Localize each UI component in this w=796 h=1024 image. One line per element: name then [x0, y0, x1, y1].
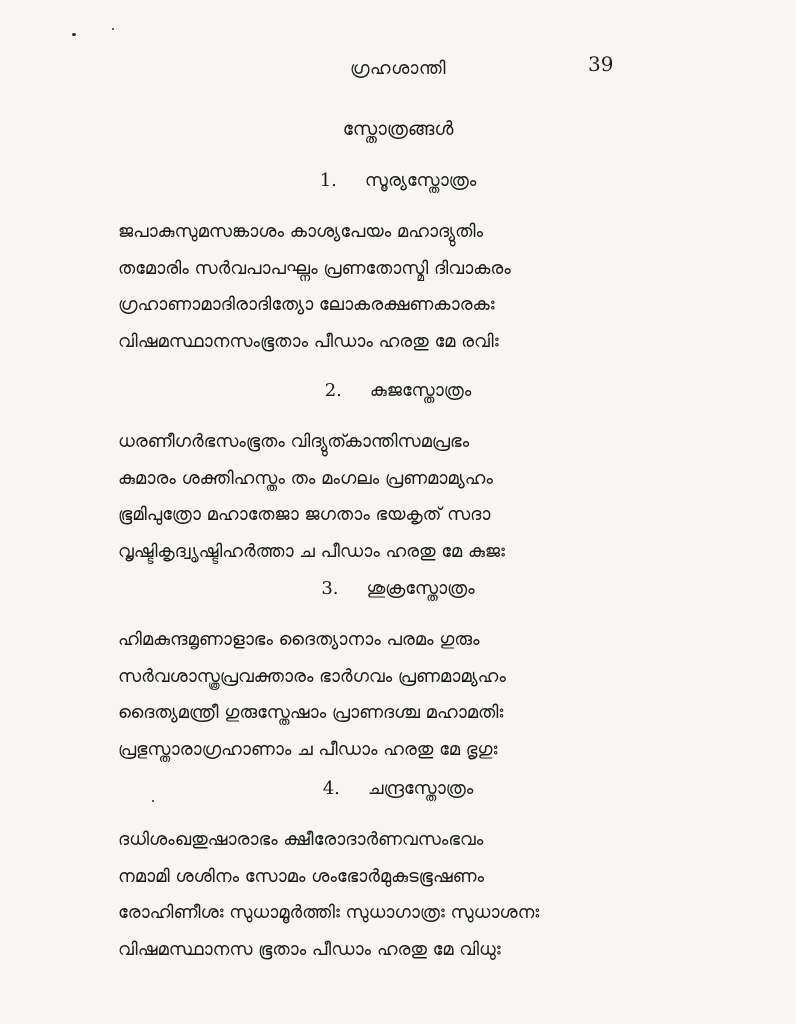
- hymn-number: 1.: [319, 170, 337, 191]
- ink-speck: [112, 28, 114, 30]
- verse-line: പ്രഭുസ്താരാഗ്രഹാണാം ച പീഡാം ഹരതു മേ ഭൃഗുഃ: [118, 738, 498, 760]
- hymn-heading: [0, 578, 796, 599]
- running-head: ഗ്രഹശാന്തി: [349, 58, 447, 79]
- verse-line: ഹിമകുന്ദമൃണാളാഭം ദൈത്യാനാം പരമം ഗുരും: [118, 629, 480, 650]
- hymn-number: 3.: [321, 578, 339, 599]
- verse-line: ഗ്രഹാണാമാദിരാദിത്യോ ലോകരക്ഷണകാരകഃ: [118, 294, 495, 315]
- hymn-title: ശുക്രസ്തോത്രം: [366, 578, 475, 599]
- verse: [118, 822, 638, 968]
- verse-line: രോഹിണീശഃ സുധാമൂർത്തിഃ സുധാഗാത്രഃ സുധാശനഃ: [118, 902, 540, 923]
- verse-line: സർവശാസ്ത്രപ്രവക്താരം ഭാർഗവം പ്രണമാമ്യഹം: [118, 665, 506, 687]
- hymn-heading: [0, 380, 796, 401]
- section-title: സ്തോത്രങ്ങൾ: [342, 118, 454, 140]
- verse-line: കുമാരം ശക്തിഹസ്തം തം മംഗലം പ്രണമാമ്യഹം: [118, 467, 493, 489]
- verse-line: ദധിശംഖതുഷാരാഭം ക്ഷീരോദാർണവസംഭവം: [118, 829, 484, 850]
- verse-line: ഭൂമിപുത്രോ മഹാതേജാ ജഗതാം ഭയകൃത് സദാ: [118, 504, 491, 525]
- ink-speck: [152, 800, 154, 802]
- verse-line: ധരണീഗർഭസംഭൂതം വിദ്യുത്കാന്തിസമപ്രഭം: [118, 431, 470, 452]
- verse-line: വിഷമസ്ഥാനസ ഭൂതാം പീഡാം ഹരതു മേ വിധുഃ: [118, 938, 501, 960]
- hymn-number: 4.: [322, 778, 340, 799]
- verse-line: ജപാകുസുമസങ്കാശം കാശ്യപേയം മഹാദ്യുതിം: [118, 221, 484, 242]
- verse: [118, 214, 638, 360]
- hymn-heading: [0, 778, 796, 799]
- verse-line: ദൈത്യമന്ത്രീ ഗുരുസ്തേഷാം പ്രാണദശ്ച മഹാമതിഃ: [118, 702, 504, 723]
- hymn-title: ചന്ദ്രസ്തോത്രം: [367, 778, 474, 799]
- verse: [118, 424, 638, 570]
- hymn-heading: [0, 170, 796, 191]
- hymn-number: 2.: [324, 380, 342, 401]
- hymn-title: കുജസ്തോത്രം: [369, 380, 472, 401]
- verse-line: നമാമി ശശിനം സോമം ശംഭോർമുകുടഭൂഷണം: [118, 865, 485, 887]
- verse-line: വിഷമസ്ഥാനസംഭൂതാം പീഡാം ഹരതു മേ രവിഃ: [118, 330, 499, 352]
- ink-speck: [72, 33, 76, 36]
- page-number: 39: [588, 52, 614, 76]
- verse-line: തമോരിം സർവപാപഘ്നം പ്രണതോസ്മി ദിവാകരം: [118, 257, 511, 279]
- verse-line: വൃഷ്ടികൃദ്വൃഷ്ടിഹർത്താ ച പീഡാം ഹരതു മേ കുജഃ: [118, 540, 505, 562]
- hymn-title: സൂര്യസ്തോത്രം: [364, 170, 477, 191]
- verse: [118, 622, 638, 768]
